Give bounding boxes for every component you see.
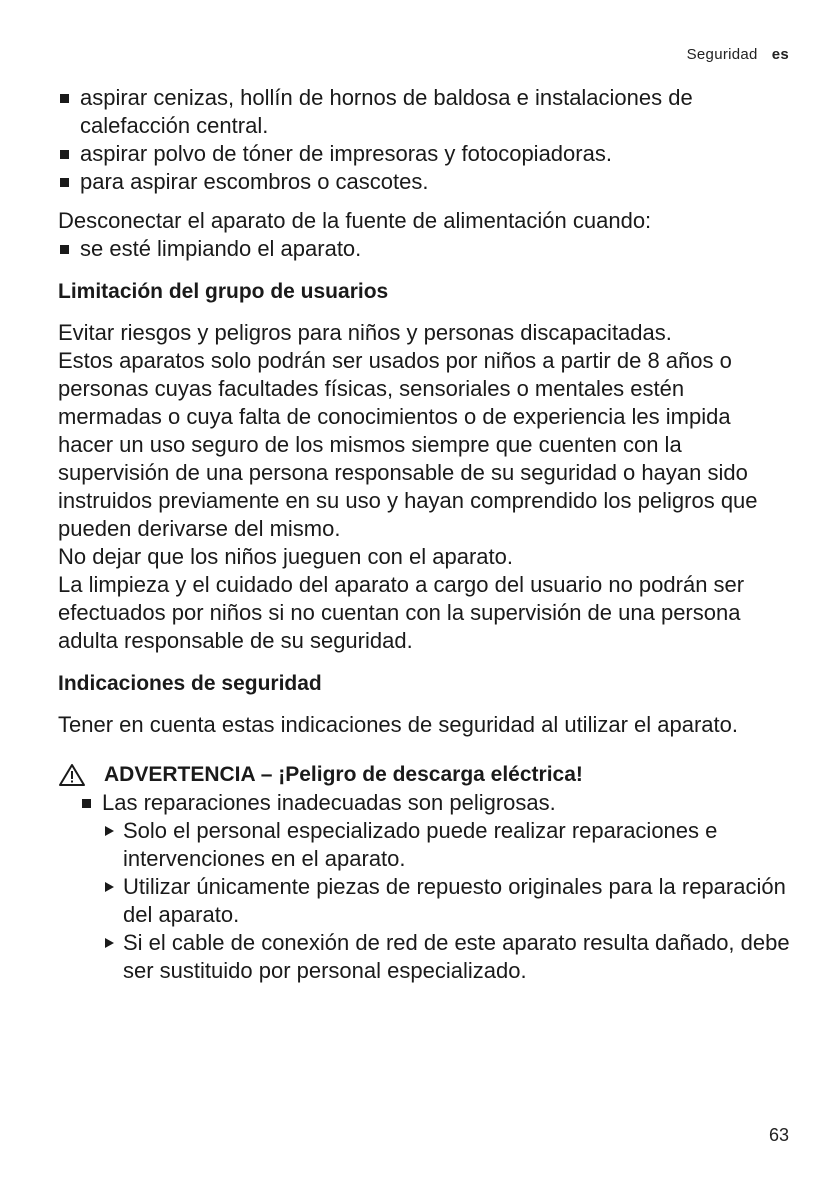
step-item: Utilizar únicamente piezas de repuesto originales para la reparación del aparato. (102, 873, 790, 929)
paragraph-line: Evitar riesgos y peligros para niños y personas discapacitadas. (58, 320, 672, 345)
warning-triangle-icon (58, 763, 86, 787)
list-item: para aspirar escombros o cascotes. (58, 168, 790, 196)
warning-item-text: Las reparaciones inadecuadas son peligrosas. (102, 790, 556, 815)
page-content (58, 84, 790, 985)
step-item: Si el cable de conexión de red de este aparato resulta dañado, debe ser sustituido por personal especializado. (102, 929, 790, 985)
page-number: 63 (768, 1125, 789, 1145)
warning-title-text: ADVERTENCIA – ¡Peligro de descarga eléctrica! (104, 763, 583, 786)
section-heading-user-limitation: Limitación del grupo de usuarios (58, 280, 389, 303)
paragraph-line: La limpieza y el cuidado del aparato a cargo del usuario no podrán ser efectuados por niños si no cuentan con la supervisión de una persona adulta responsable de su seguridad. (58, 572, 745, 653)
disconnect-bullet-list (58, 235, 790, 263)
safety-intro-text: Tener en cuenta estas indicaciones de seguridad al utilizar el aparato. (58, 712, 738, 737)
list-item: aspirar polvo de tóner de impresoras y fotocopiadoras. (58, 140, 790, 168)
disconnect-text: Desconectar el aparato de la fuente de alimentación cuando: (58, 208, 652, 233)
paragraph-line: Estos aparatos solo podrán ser usados por niños a partir de 8 años o personas cuyas facultades físicas, sensoriales o mentales estén mermadas o cuya falta de conocimientos o de experiencia les impida hacer un uso seguro de los mismos siempre que cuenten con la supervisión de una persona responsable de su seguridad o hayan sido instruidos previamente en su uso y hayan comprendido los peligros que pueden derivarse del mismo. (58, 348, 758, 541)
warning-bullet-list (80, 789, 790, 985)
warning-title (58, 761, 790, 789)
page-header (687, 46, 789, 63)
warning-step-list (102, 817, 790, 985)
list-item: se esté limpiando el aparato. (58, 235, 790, 263)
step-item: Solo el personal especializado puede realizar reparaciones e intervenciones en el aparato. (102, 817, 790, 873)
paragraph-line: No dejar que los niños jueguen con el aparato. (58, 544, 513, 569)
list-item (80, 789, 790, 985)
header-section: Seguridad (686, 46, 758, 63)
header-lang: es (771, 46, 789, 63)
section-heading-safety: Indicaciones de seguridad (58, 672, 322, 695)
list-item: aspirar cenizas, hollín de hornos de baldosa e instalaciones de calefacción central. (58, 84, 790, 140)
intro-bullet-list (58, 84, 790, 196)
warning-block (58, 761, 790, 985)
